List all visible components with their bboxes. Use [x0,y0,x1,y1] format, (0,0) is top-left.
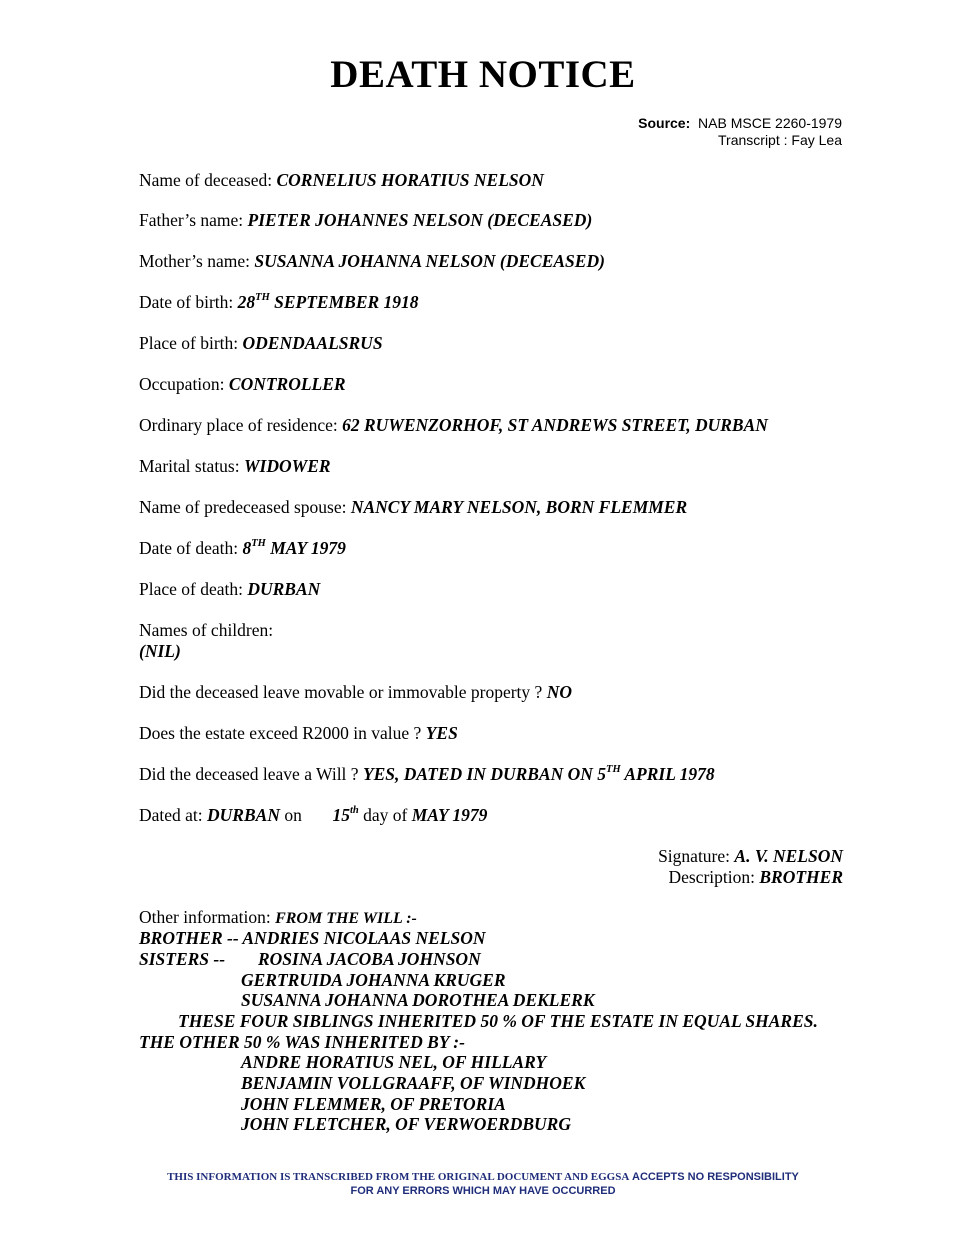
dated-day: 15th [332,805,359,825]
field-label: Father’s name: [139,210,244,230]
field-label: Did the deceased leave a Will ? [139,764,359,784]
field-label: Mother’s name: [139,251,250,271]
dated-on: on [284,805,302,825]
field-date-of-birth [139,292,419,313]
heir-item: JOHN FLETCHER, OF VERWOERDBURG [241,1114,571,1134]
sister-item: GERTRUIDA JOHANNA KRUGER [241,970,506,990]
field-value: CONTROLLER [228,374,346,394]
field-value: FROM THE WILL :- [275,910,417,927]
disclaimer [0,1170,966,1198]
field-value: 8TH MAY 1979 [242,538,346,558]
field-value: DURBAN [247,579,321,599]
field-label: Name of deceased: [139,170,273,190]
signature-label: Signature: [658,846,731,866]
source-block [638,115,842,149]
signature-block [658,846,843,888]
field-value: YES, DATED IN DURBAN ON 5TH APRIL 1978 [362,764,715,784]
field-label: Marital status: [139,456,240,476]
field-label: Ordinary place of residence: [139,415,338,435]
sister-item: ROSINA JACOBA JOHNSON [258,949,481,969]
description-label: Description: [668,867,755,887]
field-label: Date of birth: [139,292,234,312]
sister-item: SUSANNA JOHANNA DOROTHEA DEKLERK [241,990,595,1010]
other-info-header [139,907,417,928]
field-children [139,620,273,662]
field-value: ODENDAALSRUS [242,333,383,353]
field-deceased [139,170,544,191]
signature-value: A. V. NELSON [734,846,843,866]
field-value: NO [546,682,572,702]
source-label: Source: [638,115,691,131]
field-label: Date of death: [139,538,239,558]
dated-date: MAY 1979 [411,805,488,825]
field-label: Other information: [139,907,271,927]
description-value: BROTHER [759,867,843,887]
field-value: NANCY MARY NELSON, BORN FLEMMER [350,497,688,517]
transcript-credit: Transcript : Fay Lea [718,132,842,148]
field-value: WIDOWER [243,456,331,476]
field-father [139,210,592,231]
field-value: YES [425,723,458,743]
field-value: PIETER JOHANNES NELSON (DECEASED) [247,210,593,230]
field-place-of-birth [139,333,383,354]
field-label: Place of death: [139,579,243,599]
disclaimer-line1a: THIS INFORMATION IS TRANSCRIBED FROM THE ORIGINAL DOCUMENT AND EGGSA [167,1171,630,1183]
field-value: SUSANNA JOHANNA NELSON (DECEASED) [254,251,605,271]
dated-day-of: day of [363,805,408,825]
field-value: 28TH SEPTEMBER 1918 [237,292,419,312]
source-value: NAB MSCE 2260-1979 [698,115,842,131]
field-occupation [139,374,346,395]
brother-line: BROTHER -- ANDRIES NICOLAAS NELSON [139,928,486,948]
field-marital-status [139,456,331,477]
heir-item: BENJAMIN VOLLGRAAFF, OF WINDHOEK [241,1073,586,1093]
disclaimer-line2: FOR ANY ERRORS WHICH MAY HAVE OCCURRED [350,1185,616,1197]
field-value: 62 RUWENZORHOF, ST ANDREWS STREET, DURBAN [342,415,768,435]
siblings-note: THESE FOUR SIBLINGS INHERITED 50 % OF THE ESTATE IN EQUAL SHARES. [178,1011,818,1031]
field-label: Dated at: [139,805,203,825]
field-label: Did the deceased leave movable or immovable property ? [139,682,543,702]
field-label: Place of birth: [139,333,239,353]
sisters-label: SISTERS -- [139,949,226,969]
field-place-of-death [139,579,320,600]
dated-place: DURBAN [207,805,280,825]
field-estate [139,723,458,744]
field-residence [139,415,768,436]
other-half-line: THE OTHER 50 % WAS INHERITED BY :- [139,1032,465,1052]
field-date-of-death [139,538,346,559]
field-dated [139,805,487,826]
field-label: Names of children: [139,620,274,640]
heir-item: ANDRE HORATIUS NEL, OF HILLARY [241,1052,547,1072]
field-mother [139,251,605,272]
page-title: DEATH NOTICE [330,53,636,96]
field-label: Does the estate exceed R2000 in value ? [139,723,422,743]
field-label: Occupation: [139,374,225,394]
field-value: (NIL) [139,641,181,661]
field-property [139,682,572,703]
field-spouse [139,497,687,518]
field-will [139,764,715,785]
heir-item: JOHN FLEMMER, OF PRETORIA [241,1094,506,1114]
field-label: Name of predeceased spouse: [139,497,347,517]
disclaimer-line1b: ACCEPTS NO RESPONSIBILITY [632,1171,799,1183]
field-value: CORNELIUS HORATIUS NELSON [276,170,544,190]
